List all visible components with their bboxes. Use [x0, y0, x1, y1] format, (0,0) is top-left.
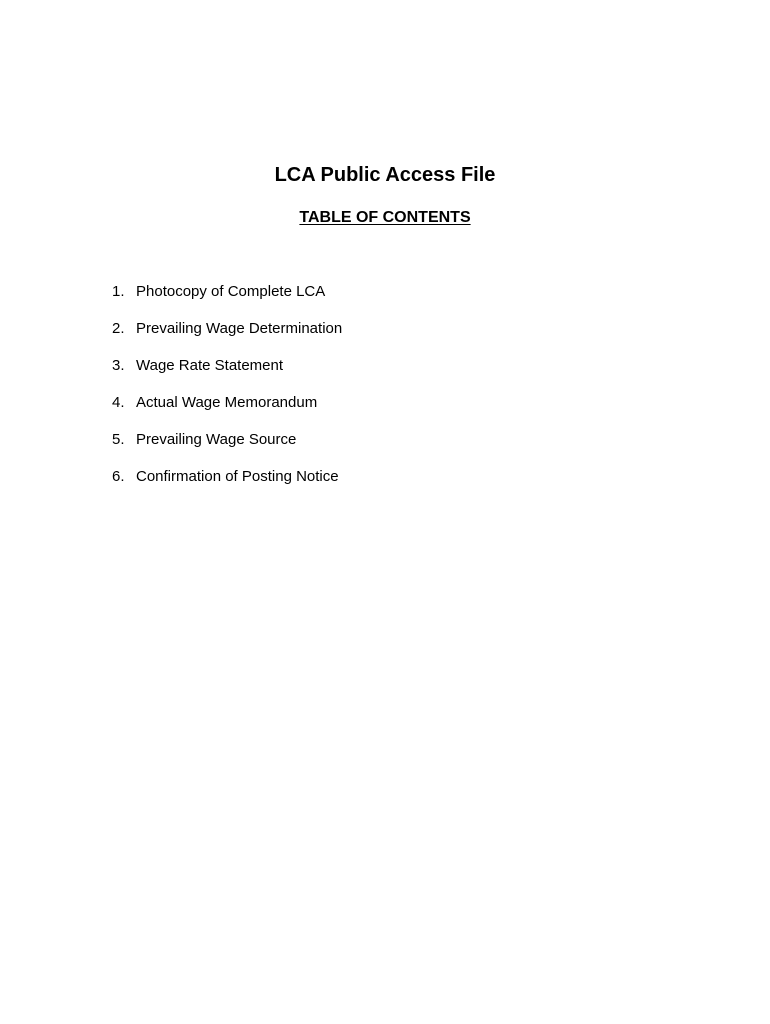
toc-item-number: 6. [112, 468, 125, 485]
toc-heading: TABLE OF CONTENTS [299, 209, 471, 226]
toc-item-number: 5. [112, 431, 125, 448]
toc-item [112, 392, 342, 429]
toc-item [112, 318, 342, 355]
toc-item-label: Actual Wage Memorandum [136, 394, 318, 411]
toc-item [112, 466, 342, 503]
toc-item-number: 2. [112, 320, 125, 337]
toc-item-label: Prevailing Wage Determination [136, 320, 343, 337]
document-title: LCA Public Access File [274, 164, 496, 186]
toc-item-label: Prevailing Wage Source [136, 431, 297, 448]
toc-list [112, 281, 342, 503]
toc-item-label: Photocopy of Complete LCA [136, 283, 326, 300]
toc-item-number: 1. [112, 283, 125, 300]
toc-item-label: Wage Rate Statement [136, 357, 284, 374]
toc-item-number: 4. [112, 394, 125, 411]
toc-item [112, 281, 342, 318]
toc-item-label: Confirmation of Posting Notice [136, 468, 339, 485]
toc-item [112, 355, 342, 392]
toc-item [112, 429, 342, 466]
toc-item-number: 3. [112, 357, 125, 374]
